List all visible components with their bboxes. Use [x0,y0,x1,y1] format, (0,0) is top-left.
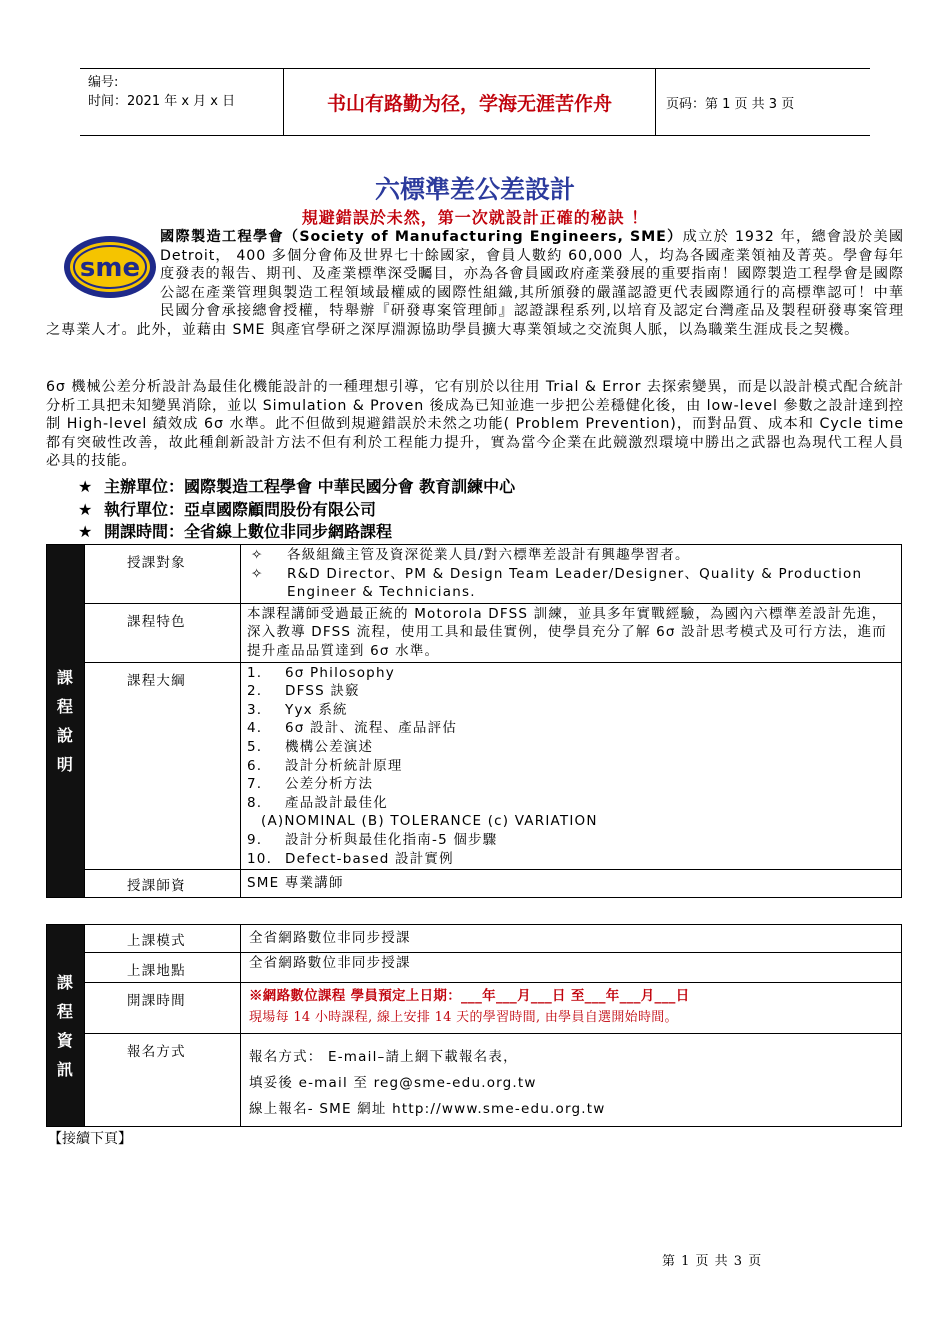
list-item: 4. 6σ 設計、流程、產品評估 [247,720,458,737]
mode-content: 全省網路數位非同步授課 [241,925,902,953]
list-item: 8. 產品設計最佳化 [247,794,388,811]
page-header [80,68,870,136]
location-content: 全省網路數位非同步授課 [241,953,902,983]
body-paragraph: 6σ 機械公差分析設計為最佳化機能設計的一種理想引導，它有別於以往用 Trial & Error 去探索變異，而是以設計模式配合統計分析工具把未知變異消除，並以 Simulation & Proven 後成為已知並進一步把公差穩健化後，由 low-level 參數之設計達到控制 High-level 績效成 6σ 水準。此不但做到規避錯誤於未然之功能( Problem Prevention)，而對品質、成本和 Cycle time 都有突破性改善，故此種創新設計方法不但有利於工程能力提升，實為當今企業在此競激烈環境中勝出之武器也為現代工程人員必具的技能。 [46,379,904,470]
section-label: 課 程 說 明 [47,545,85,898]
row-label: 課程大綱 [85,662,241,870]
list-item: 7. 公差分析方法 [247,776,374,793]
list-item: 3. Yyx 系統 [247,701,348,718]
audience-content: ✧ 各級組織主管及資深從業人員/對六標準差設計有興趣學習者。 ✧ R&D Director、PM & Design Team Leader/Designer、Quality & Production Engineer & Technicians. [241,545,902,604]
time-label: 时间：2021 年 x 月 x 日 [88,94,236,109]
star-icon: ★ [78,522,93,541]
row-label: 上課模式 [85,925,241,953]
course-info-table [46,924,902,1127]
header-motto: 书山有路勤为径，学海无涯苦作舟 [284,69,656,135]
header-page-info: 页码：第 1 页 共 3 页 [666,96,795,112]
header-meta [80,69,284,135]
star-icon: ★ [78,499,93,519]
page-title: 六標準差公差設計 [374,175,575,204]
page-footer: 第 1 页 共 3 页 [662,1254,763,1269]
list-item: 1. 6σ Philosophy [247,664,395,681]
row-label: 授課師資 [85,870,241,898]
list-item: (A)NOMINAL (B) TOLERANCE (c) VARIATION [261,813,598,830]
row-label: 報名方式 [85,1034,241,1127]
diamond-icon: ✧ [251,565,264,582]
list-item: 6. 設計分析統計原理 [247,757,403,774]
signup-content: 報名方式： E-mail–請上網下載報名表， 填妥後 e-mail 至 reg@sme-edu.org.tw 線上報名- SME 網址 http://www.sme-edu.org.tw [241,1034,902,1127]
bullet-item: ★ 主辦單位：國際製造工程學會 中華民國分會 教育訓練中心 [78,476,515,499]
page-subtitle: 規避錯誤於未然，第一次就設計正確的秘訣 ！ [301,208,649,227]
list-item: 2. DFSS 訣竅 [247,683,360,700]
list-item: 5. 機構公差演述 [247,738,374,755]
bullet-list [78,476,515,544]
course-description-table [46,544,902,898]
bullet-item: ★ 執行單位：亞卓國際顧問股份有限公司 [78,499,515,522]
section-label: 課 程 資 訊 [47,925,85,1127]
logo-text: sme [79,253,141,283]
intro-text: 成立於 1932 年，總會設於美國 Detroit， 400 多個分會佈及世界七十餘國家，會員人數約 60,000 人，均為各國產業領袖及菁英。學會每年度發表的報告、期刊、及產業標準深受矚目，亦為各會員國政府產業發展的重要指南！國際製造工程學會是國際公認在產業管理與製造工程領域最權威的國際性組織,其所頒發的嚴謹認證更代表國際通行的高標準認可！中華民國分會承接總會授權，特舉辦『研發專案管理師』認證課程系列,以培育及認定台灣產品及製程研發專案管理之專業人才。此外，並藉由 SME 與產官學研之深厚淵源協助學員擴大專業領域之交流與人脈，以為職業生涯成長之契機。 [46,229,904,338]
continued-note: 【接續下頁】 [48,1131,132,1147]
list-item: 9. 設計分析與最佳化指南-5 個步驟 [247,831,498,848]
list-item: 10. Defect-based 設計實例 [247,850,454,867]
row-label: 課程特色 [85,603,241,662]
row-label: 授課對象 [85,545,241,604]
instructor-content: SME 專業講師 [241,870,902,898]
sme-logo [62,234,158,300]
row-label: 開課時間 [85,983,241,1034]
features-content: 本課程講師受過最正統的 Motorola DFSS 訓練，並具多年實戰經驗，為國內六標準差設計先進，深入教導 DFSS 流程，使用工具和最佳實例，使學員充分了解 6σ 設計思考模式及可行方法，進而提升產品品質達到 6σ 水準。 [241,603,902,662]
org-name: 國際製造工程學會（Society of Manufacturing Engineers, SME） [160,229,683,245]
star-icon: ★ [78,477,93,496]
outline-content [241,662,902,870]
diamond-icon: ✧ [251,547,264,563]
row-label: 上課地點 [85,953,241,983]
intro-paragraph [46,228,904,340]
number-label: 编号: [88,75,119,90]
schedule-content: ※網路數位課程 學員預定上日期：___年___月___日 至___年___月___日 現場每 14 小時課程, 線上安排 14 天的學習時間, 由學員自選開始時間。 [241,983,902,1034]
bullet-item: ★ 開課時間：全省線上數位非同步網路課程 [78,521,515,544]
